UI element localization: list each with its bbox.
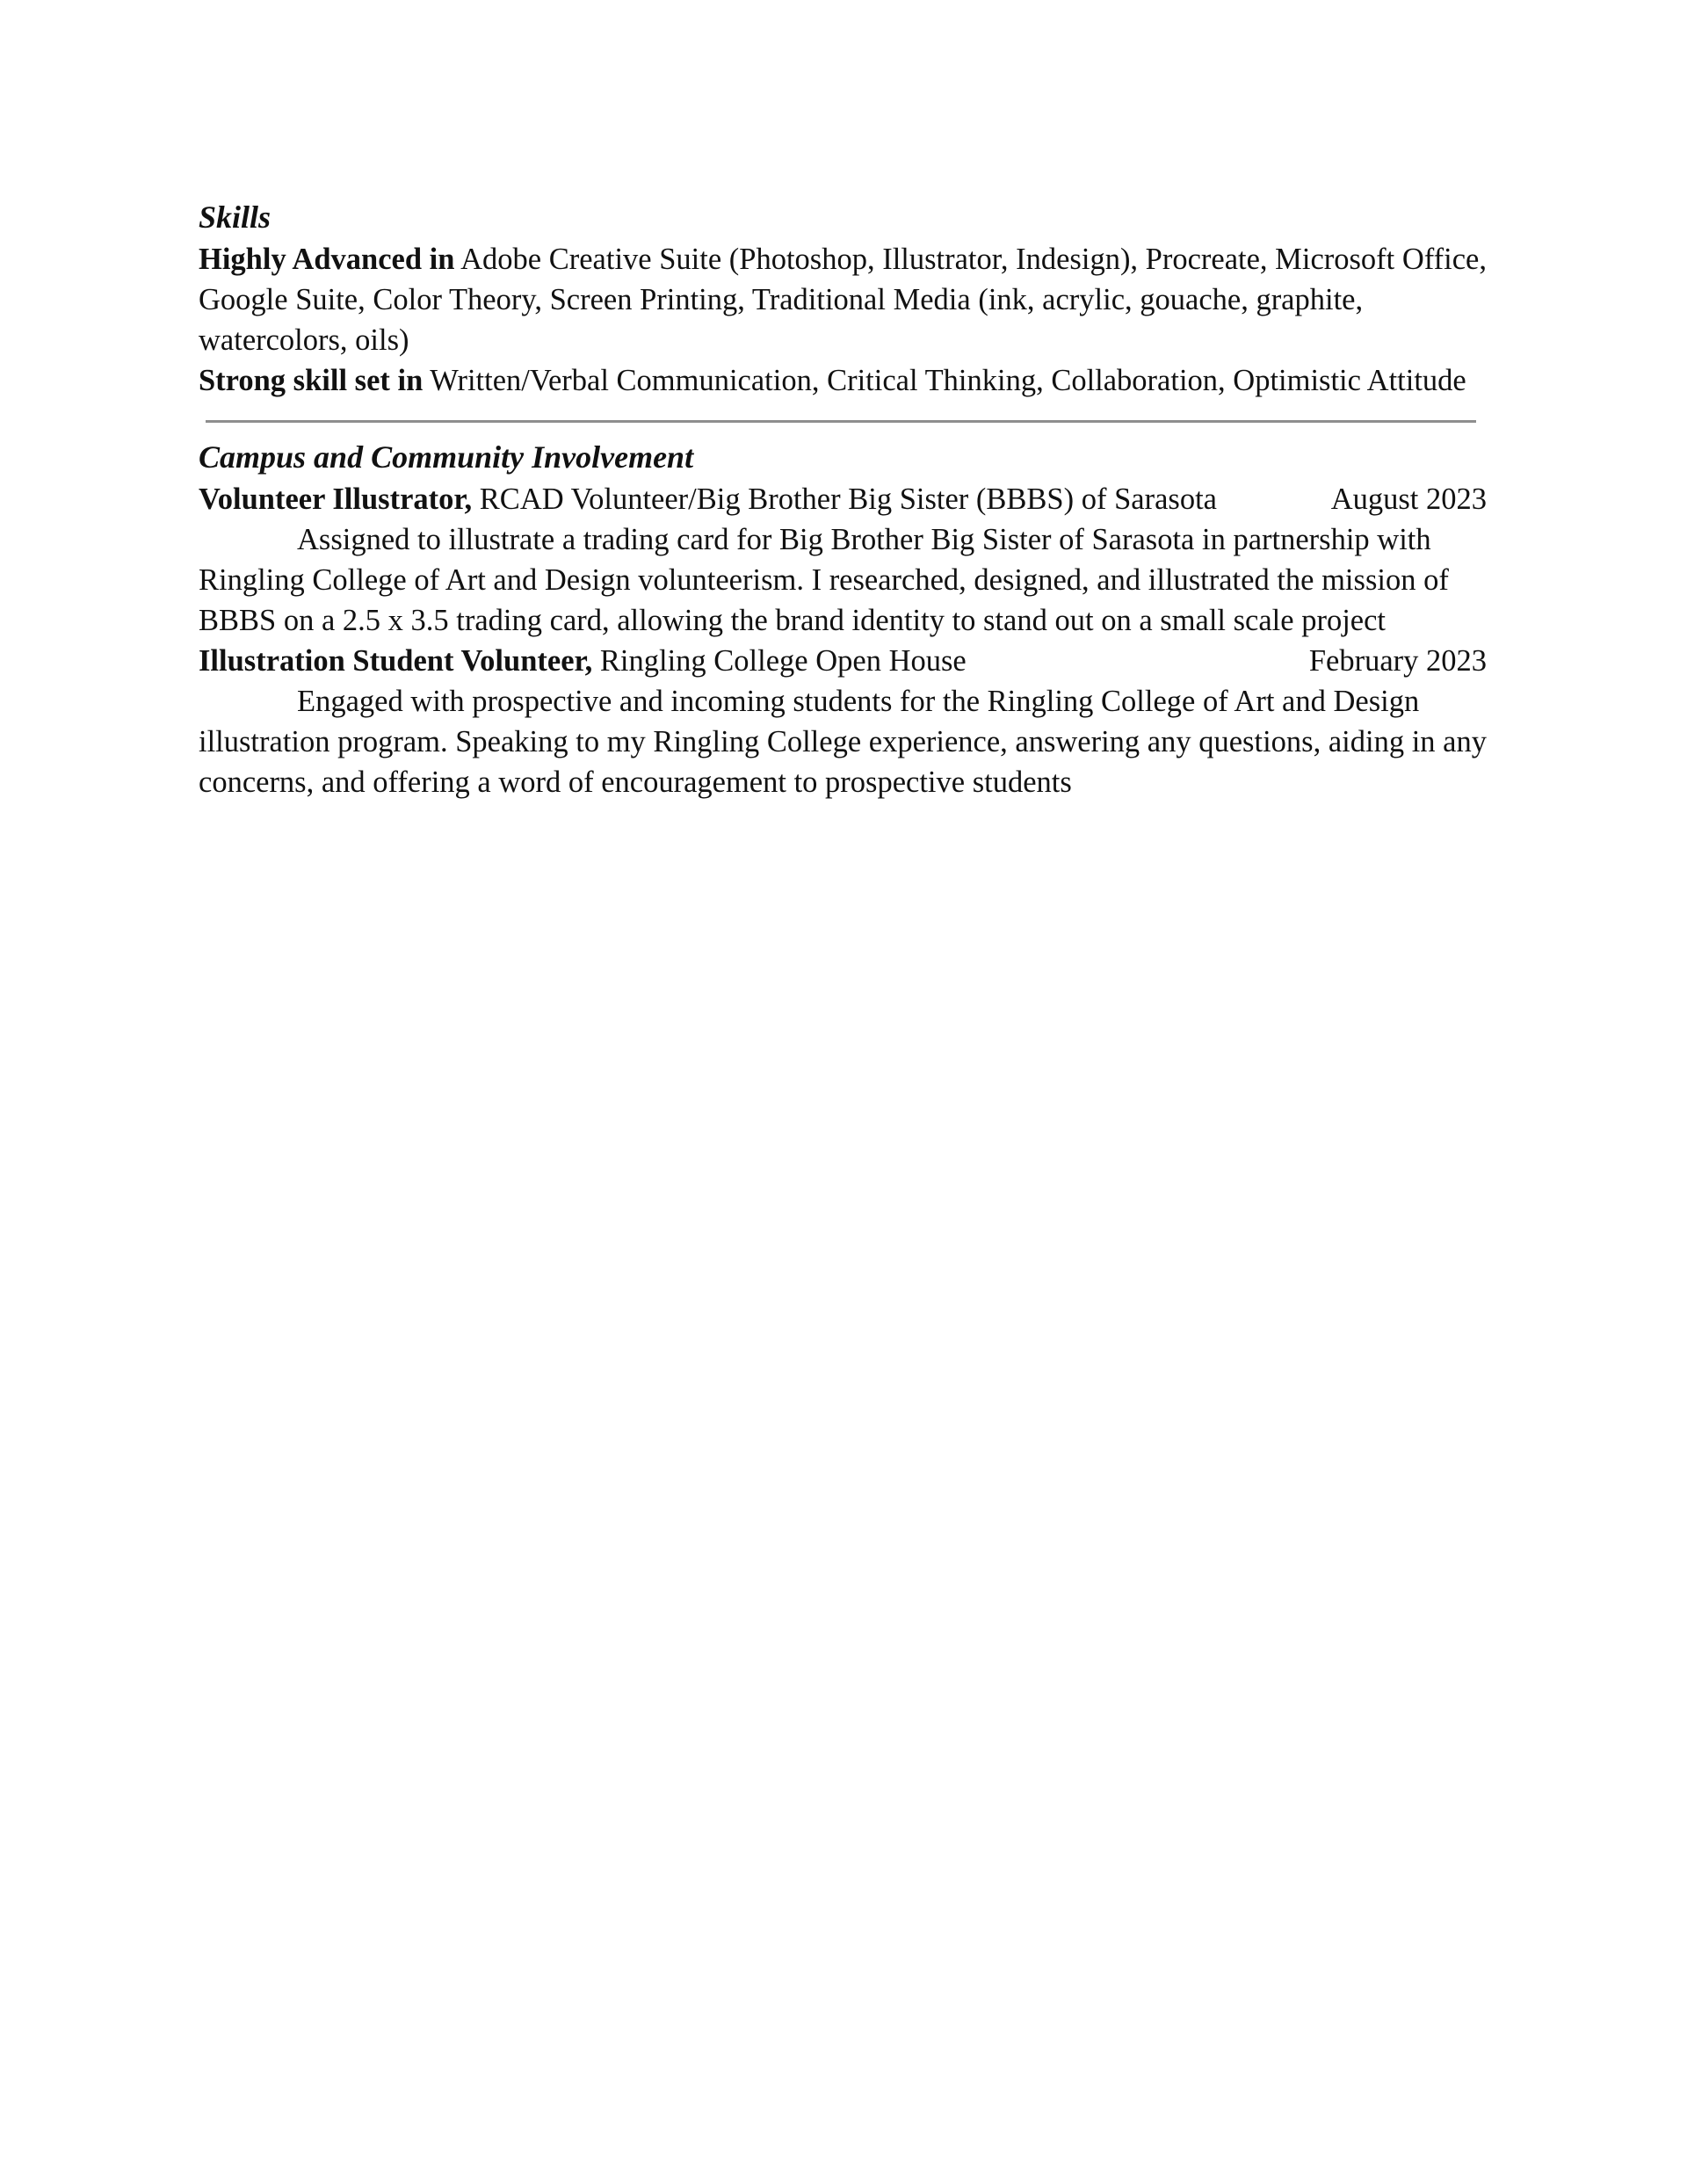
entry-org: Ringling College Open House <box>592 644 967 678</box>
skills-strong-label: Strong skill set in <box>199 364 424 397</box>
skills-advanced-label: Highly Advanced in <box>199 243 455 276</box>
skills-heading: Skills <box>199 200 272 235</box>
involvement-entry <box>199 641 1487 802</box>
entry-description: Engaged with prospective and incoming students for the Ringling College of Art and Design illustration program. Speaking to my Ringling College experience, answering any questions, aiding in any concerns, and offering a word of encouragement to prospective students <box>199 685 1487 799</box>
section-divider <box>206 420 1476 423</box>
entry-header <box>199 641 1487 681</box>
entry-description: Assigned to illustrate a trading card for Big Brother Big Sister of Sarasota in partnership with Ringling College of Art and Design volunteerism. I researched, designed, and illustrated the mission of BBBS on a 2.5 x 3.5 trading card, allowing the brand identity to stand out on a small scale project <box>199 523 1449 637</box>
entry-date: February 2023 <box>1308 644 1487 678</box>
entry-role-org <box>199 641 967 681</box>
entry-role-org <box>199 479 1217 519</box>
entry-org: RCAD Volunteer/Big Brother Big Sister (BBBS) of Sarasota <box>472 483 1217 516</box>
skills-strong-text: Written/Verbal Communication, Critical Thinking, Collaboration, Optimistic Attitude <box>423 364 1466 397</box>
entry-header <box>199 479 1487 519</box>
involvement-entry <box>199 479 1487 641</box>
resume-page <box>199 195 1487 802</box>
involvement-heading: Campus and Community Involvement <box>199 439 694 475</box>
skills-advanced-line <box>199 239 1487 360</box>
entry-date: August 2023 <box>1330 483 1487 516</box>
entry-role: Volunteer Illustrator, <box>199 483 473 516</box>
entry-role: Illustration Student Volunteer, <box>199 644 593 678</box>
skills-strong-line <box>199 360 1487 401</box>
skills-advanced-text: Adobe Creative Suite (Photoshop, Illustrator, Indesign), Procreate, Microsoft Office, Google Suite, Color Theory, Screen Printing, Traditional Media (ink, acrylic, gouache, graphite, watercolors, oils) <box>199 243 1487 357</box>
